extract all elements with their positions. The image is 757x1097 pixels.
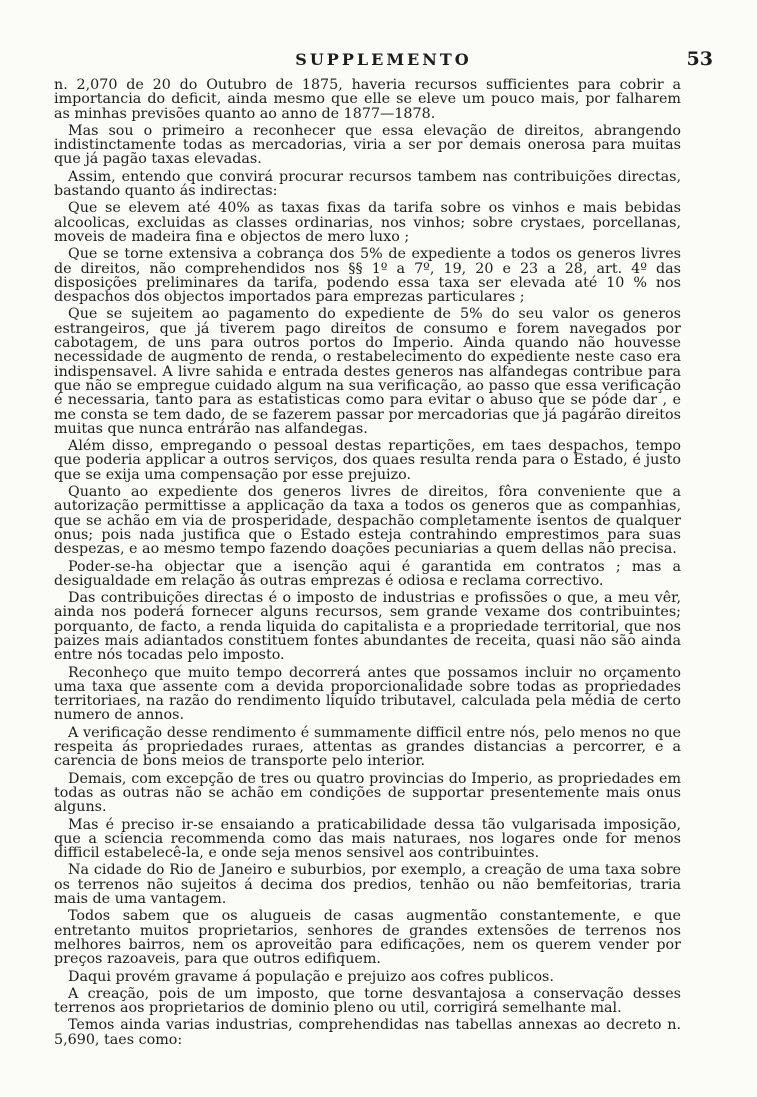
running-title: SUPPLEMENTO [295,50,472,69]
paragraph: Além disso, empregando o pessoal destas repartições, em taes despachos, tempo que poderia applicar a outros serviços, dos quaes resulta renda para o Estado, é justo que se exija uma compensação por esse prejuizo. [54,438,681,483]
paragraph: A verificação desse rendimento é summamente difficil entre nós, pelo menos no que respeita ás propriedades ruraes, attentas as grandes distancias a percorrer, e a carencia de bons meios de transporte pelo interior. [54,724,681,770]
page-number: 53 [686,48,713,70]
paragraph: Assim, entendo que convirá procurar recursos tambem nas contribuições directas, bastando quanto ás indirectas: [54,168,681,200]
paragraph: Todos sabem que os alugueis de casas augmentão constantemente, e que entretanto muitos proprietarios, senhores de grandes extensões de terrenos nos melhores bairros, nem os aproveitão para edificações, nem os querem vender por preços razoaveis, para que outros edifiquem. [54,908,681,968]
paragraph: Que se sujeitem ao pagamento do expediente de 5% do seu valor os generos estrangeiros, que já tiverem pago direitos de consumo e forem navegados por cabotagem, de uns para outros portos do Imperio. Ainda quando não houvesse necessidade de augmento de renda, o restabelecimento do expediente neste caso era indispensavel. A livre sahida e entrada destes generos nas alfandegas contribue para que não se empregue cuidado algum na sua verificação, ao passo que essa verificação é necessaria, tanto para as estatisticas como para evitar o abuso que se póde dar , e me consta se tem dado, de se fazerem passar por mercadorias que já pagárão direitos muitas que nunca entrárão nas alfandegas. [54,306,681,437]
paragraph: Que se torne extensiva a cobrança dos 5% de expediente a todos os generos livres de direitos, não comprehendidos nos §§ 1º a 7º, 19, 20 e 23 a 28, art. 4º das disposições preliminares da tarifa, podendo essa taxa ser elevada até 10 % nos despachos dos objectos importados para emprezas particulares ; [54,246,681,306]
paragraph: Quanto ao expediente dos generos livres de direitos, fôra conveniente que a autorização permittisse a applicação da taxa a todos os generos que as companhias, que se achão em via de prosperidade, despachão completamente isentos de qualquer onus; pois nada justifica que o Estado esteja contrahindo emprestimos para suas despezas, e ao mesmo tempo fazendo doações pecuniarias a quem dellas não precisa. [54,484,681,558]
running-header [54,50,713,76]
paragraph: Reconheço que muito tempo decorrerá antes que possamos incluir no orçamento uma taxa que assente com a devida proporcionalidade sobre todas as propriedades territoriaes, na razão do rendimento liquido tributavel, calculada pela média de certo numero de annos. [54,664,681,724]
paragraph: n. 2,070 de 20 do Outubro de 1875, haveria recursos sufficientes para cobrir a importancia do deficit, ainda mesmo que elle se eleve um pouco mais, por falharem as minhas previsões quanto ao anno de 1877—1878. [54,77,681,122]
paragraph: A creação, pois de um imposto, que torne desvantajosa a conservação desses terrenos aos proprietarios de dominio pleno ou util, corrigirá semelhante mal. [54,985,681,1017]
paragraph: Na cidade do Rio de Janeiro e suburbios, por exemplo, a creação de uma taxa sobre os terrenos não sujeitos á decima dos predios, tenhão ou não bemfeitorias, traria mais de uma vantagem. [54,862,681,908]
paragraph: Demais, com excepção de tres ou quatro provincias do Imperio, as propriedades em todas as outras não se achão em condições de supportar presentemente mais onus alguns. [54,770,681,816]
paragraph: Mas é preciso ir-se ensaiando a praticabilidade dessa tão vulgarisada imposição, que a sciencia recommenda como das mais naturaes, nos logares onde for menos difficil estabelecê-la, e onde seja menos sensivel aos contribuintes. [54,816,681,862]
paragraph: Poder-se-ha objectar que a isenção aqui é garantida em contratos ; mas a desigualdade em relação ás outras emprezas é odiosa e reclama correctivo. [54,558,681,589]
paragraph: Que se elevem até 40% as taxas fixas da tarifa sobre os vinhos e mais bebidas alcoolicas, excluidas as classes ordinarias, nos vinhos; sobre crystaes, porcellanas, moveis de madeira fina e objectos de mero luxo ; [54,200,681,245]
paragraph: Das contribuições directas é o imposto de industrias e profissões o que, a meu vêr, ainda nos poderá fornecer alguns recursos, sem grande vexame dos contribuintes; porquanto, de facto, a renda liquida do capitalista e a propriedade territorial, que nos paizes mais adiantados constituem fontes abundantes de receita, quasi não são ainda entre nós tocadas pelo imposto. [54,590,681,664]
body-text [54,78,681,1050]
paragraph: Temos ainda varias industrias, comprehendidas nas tabellas annexas ao decreto n. 5,690, taes como: [54,1017,681,1048]
paragraph: Daqui provém gravame á população e prejuizo aos cofres publicos. [68,968,554,985]
paragraph: Mas sou o primeiro a reconhecer que essa elevação de direitos, abrangendo indistinctamente todas as mercadorias, viria a ser por demais onerosa para muitas que já pagão taxas elevadas. [54,122,681,168]
